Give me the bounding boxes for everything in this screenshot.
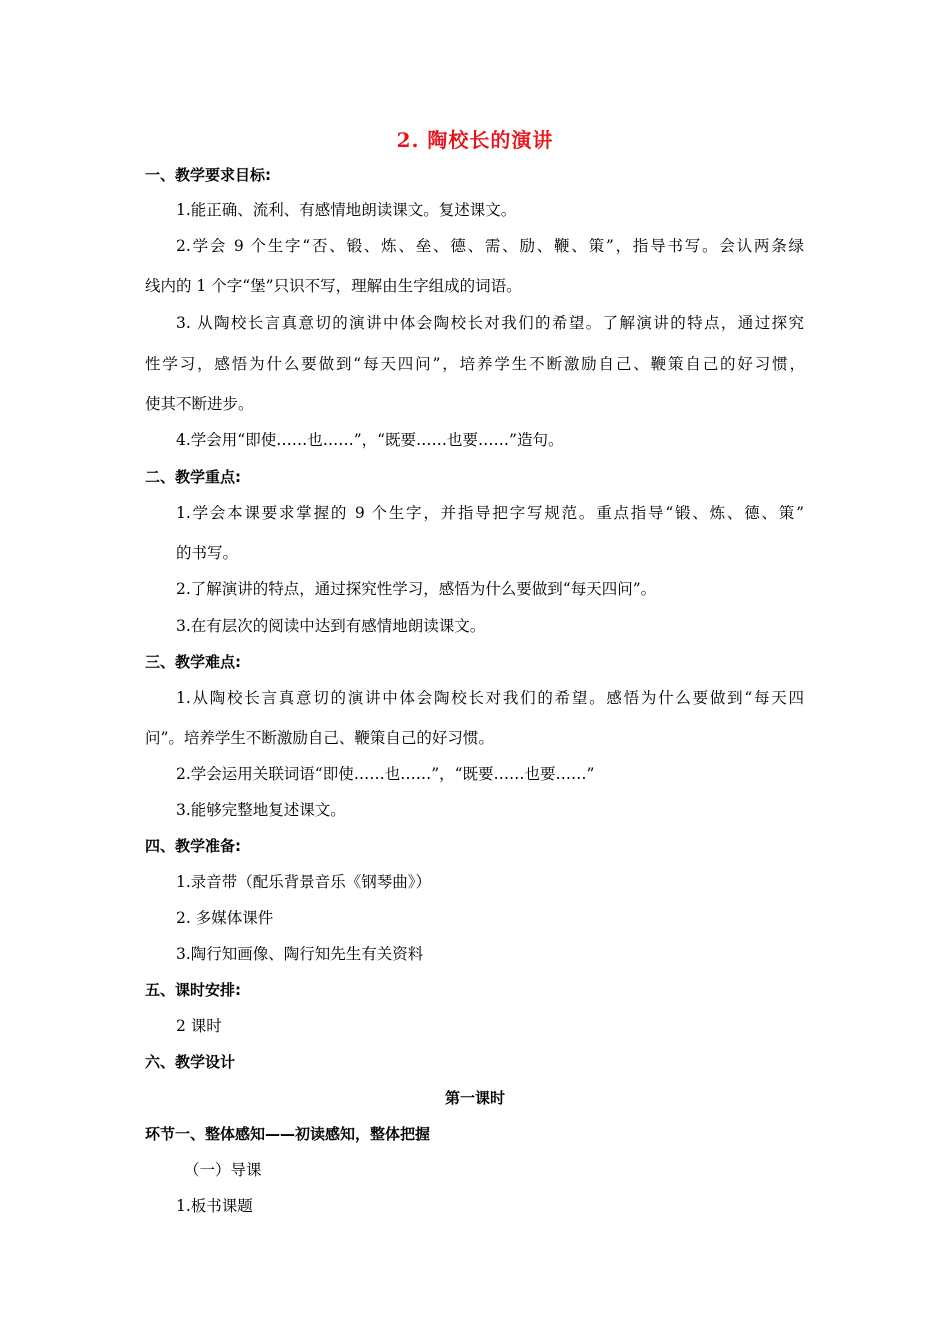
paragraph: 2. 多媒体课件 (176, 909, 274, 927)
paragraph: 1.能正确、流利、有感情地朗读课文。复述课文。 (176, 201, 517, 219)
paragraph: 的书写。 (176, 544, 239, 562)
paragraph: 2.学会运用关联词语“即使……也……”，“既要……也要……” (176, 765, 595, 783)
lesson-heading: 第一课时 (444, 1089, 505, 1107)
section-heading-key-points: 二、教学重点: (145, 468, 241, 486)
section-heading-design: 六、教学设计 (145, 1053, 236, 1071)
sub-heading: （一）导课 (184, 1161, 262, 1179)
section-heading-schedule: 五、课时安排: (145, 981, 241, 999)
paragraph: 1.录音带（配乐背景音乐《钢琴曲》） (176, 873, 432, 891)
paragraph: 使其不断进步。 (145, 395, 254, 413)
paragraph: 1.学会本课要求掌握的 9 个生字，并指导把字写规范。重点指导“锻、炼、德、策” (176, 504, 804, 522)
paragraph: 4.学会用“即使……也……”，“既要……也要……”造句。 (176, 431, 564, 449)
section-heading-goals: 一、教学要求目标: (145, 166, 271, 184)
section-heading-difficulties: 三、教学难点: (145, 653, 241, 671)
paragraph: 线内的 1 个字“堡”只识不写，理解由生字组成的词语。 (145, 277, 522, 295)
paragraph: 3.能够完整地复述课文。 (176, 801, 346, 819)
section-heading-preparation: 四、教学准备: (145, 837, 241, 855)
paragraph: 1.从陶校长言真意切的演讲中体会陶校长对我们的希望。感悟为什么要做到“每天四 (176, 689, 804, 707)
paragraph: 问”。培养学生不断激励自己、鞭策自己的好习惯。 (145, 729, 494, 747)
paragraph: 3.陶行知画像、陶行知先生有关资料 (176, 945, 424, 963)
paragraph: 1.板书课题 (176, 1197, 253, 1215)
paragraph: 3. 从陶校长言真意切的演讲中体会陶校长对我们的希望。了解演讲的特点，通过探究 (176, 314, 804, 332)
paragraph: 2.学会 9 个生字“否、锻、炼、垒、德、需、励、鞭、策”，指导书写。会认两条绿 (176, 237, 804, 255)
paragraph: 3.在有层次的阅读中达到有感情地朗读课文。 (176, 617, 486, 635)
paragraph: 性学习，感悟为什么要做到“每天四问”，培养学生不断激励自己、鞭策自己的好习惯， (145, 355, 805, 373)
stage-heading: 环节一、整体感知——初读感知，整体把握 (145, 1125, 431, 1143)
document-title: 2. 陶校长的演讲 (396, 128, 554, 152)
paragraph: 2 课时 (176, 1017, 222, 1035)
paragraph: 2.了解演讲的特点，通过探究性学习，感悟为什么要做到“每天四问”。 (176, 580, 657, 598)
